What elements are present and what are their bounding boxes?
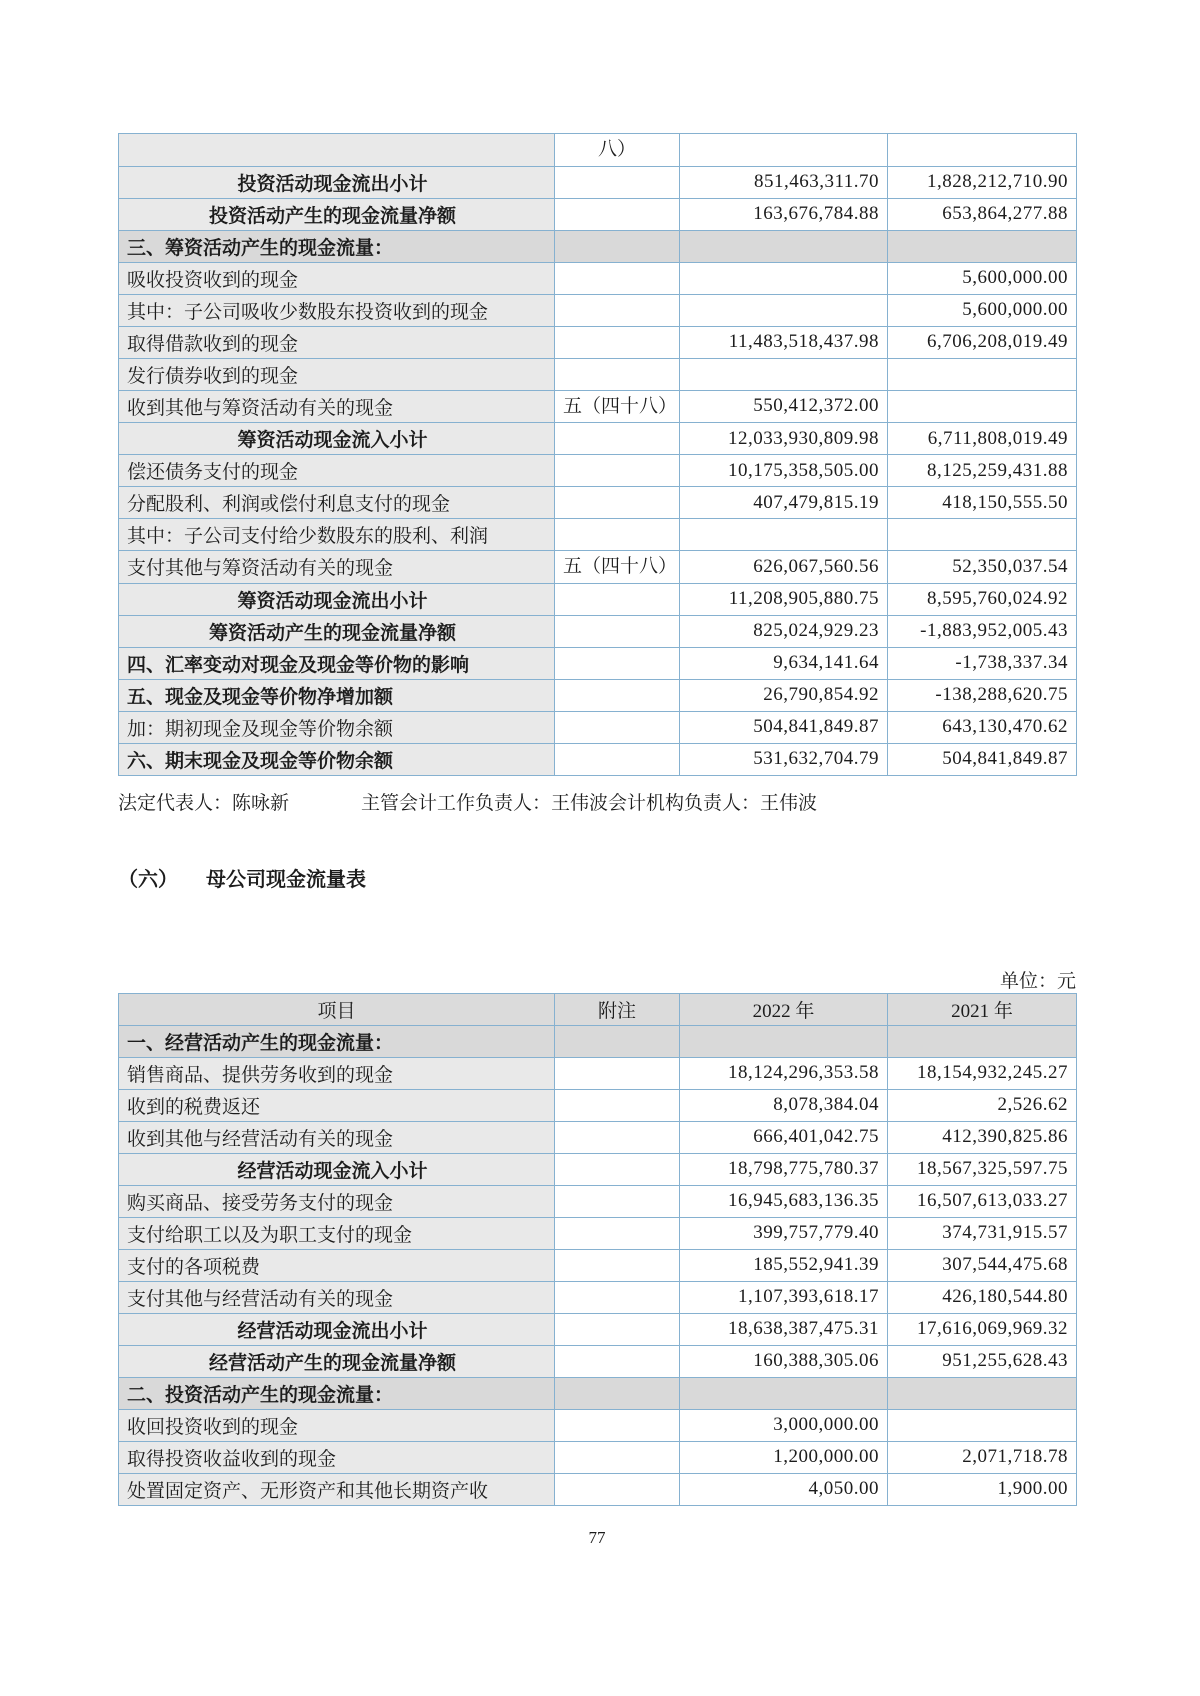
table-row (119, 551, 1077, 584)
report-page (118, 0, 1076, 1548)
value-2021-cell (888, 134, 1077, 167)
table-row (119, 1377, 1077, 1409)
note-cell (555, 262, 680, 294)
value-2022-cell: 504,841,849.87 (680, 711, 888, 743)
value-2021-cell: 2,526.62 (888, 1089, 1077, 1121)
item-label-cell: 支付其他与筹资活动有关的现金 (119, 551, 555, 584)
item-label-cell: 二、投资活动产生的现金流量： (119, 1377, 555, 1409)
item-label-cell: 吸收投资收到的现金 (119, 262, 555, 294)
note-cell (555, 423, 680, 455)
note-cell (555, 615, 680, 647)
value-2022-cell: 399,757,779.40 (680, 1217, 888, 1249)
value-2022-cell: 1,200,000.00 (680, 1441, 888, 1473)
item-label-cell: 经营活动现金流出小计 (119, 1313, 555, 1345)
note-cell (555, 1089, 680, 1121)
value-2022-cell: 825,024,929.23 (680, 615, 888, 647)
note-cell (555, 711, 680, 743)
table-row (119, 1345, 1077, 1377)
item-label-cell: 经营活动现金流入小计 (119, 1153, 555, 1185)
item-label-cell: 经营活动产生的现金流量净额 (119, 1345, 555, 1377)
value-2021-cell: 6,706,208,019.49 (888, 326, 1077, 358)
note-cell (555, 166, 680, 198)
value-2021-cell (888, 1377, 1077, 1409)
value-2021-cell: 643,130,470.62 (888, 711, 1077, 743)
note-cell (555, 358, 680, 390)
table-row (119, 647, 1077, 679)
value-2021-cell (888, 1025, 1077, 1057)
table-row (119, 262, 1077, 294)
table-row (119, 423, 1077, 455)
value-2021-cell: 1,900.00 (888, 1473, 1077, 1505)
value-2022-cell: 185,552,941.39 (680, 1249, 888, 1281)
value-2021-cell: 374,731,915.57 (888, 1217, 1077, 1249)
table-row (119, 583, 1077, 615)
value-2022-cell: 11,208,905,880.75 (680, 583, 888, 615)
item-label-cell: 支付给职工以及为职工支付的现金 (119, 1217, 555, 1249)
value-2021-cell: 307,544,475.68 (888, 1249, 1077, 1281)
item-label-cell: 购买商品、接受劳务支付的现金 (119, 1185, 555, 1217)
value-2022-cell: 12,033,930,809.98 (680, 423, 888, 455)
note-cell (555, 1473, 680, 1505)
table-header-row (119, 993, 1077, 1025)
unit-label: 单位：元 (999, 970, 1076, 992)
value-2022-cell (680, 358, 888, 390)
note-cell (555, 1153, 680, 1185)
column-header: 2022 年 (680, 993, 888, 1025)
value-2022-cell: 666,401,042.75 (680, 1121, 888, 1153)
table-row (119, 487, 1077, 519)
item-label-cell: 筹资活动现金流入小计 (119, 423, 555, 455)
column-header: 2021 年 (888, 993, 1077, 1025)
value-2022-cell: 160,388,305.06 (680, 1345, 888, 1377)
note-cell (555, 1409, 680, 1441)
table-row (119, 1025, 1077, 1057)
note-cell (555, 294, 680, 326)
note-cell (555, 198, 680, 230)
value-2021-cell: 5,600,000.00 (888, 294, 1077, 326)
table-row (119, 1185, 1077, 1217)
item-label-cell: 筹资活动现金流出小计 (119, 583, 555, 615)
table-row (119, 390, 1077, 423)
item-label-cell: 五、现金及现金等价物净增加额 (119, 679, 555, 711)
item-label-cell: 取得投资收益收到的现金 (119, 1441, 555, 1473)
table-row (119, 326, 1077, 358)
note-cell (555, 1441, 680, 1473)
consolidated-cash-flow-table (118, 133, 1077, 776)
section-heading (118, 863, 1076, 892)
note-cell (555, 583, 680, 615)
signature-line (118, 788, 1076, 815)
section-index: （六） (118, 868, 178, 891)
value-2022-cell (680, 519, 888, 551)
item-label-cell: 收到的税费返还 (119, 1089, 555, 1121)
note-cell (555, 1281, 680, 1313)
item-label-cell: 三、筹资活动产生的现金流量： (119, 230, 555, 262)
value-2021-cell: -1,883,952,005.43 (888, 615, 1077, 647)
item-label-cell: 支付的各项税费 (119, 1249, 555, 1281)
note-cell (555, 679, 680, 711)
note-cell (555, 1057, 680, 1089)
note-cell (555, 743, 680, 775)
value-2022-cell (680, 1377, 888, 1409)
value-2022-cell: 550,412,372.00 (680, 390, 888, 423)
value-2022-cell: 18,638,387,475.31 (680, 1313, 888, 1345)
table-row (119, 1473, 1077, 1505)
column-header: 项目 (119, 993, 555, 1025)
value-2022-cell (680, 134, 888, 167)
note-cell: 五（四十八） (555, 390, 680, 423)
section-title: 母公司现金流量表 (206, 868, 366, 891)
value-2022-cell: 851,463,311.70 (680, 166, 888, 198)
value-2022-cell (680, 1025, 888, 1057)
item-label-cell (119, 134, 555, 167)
value-2022-cell (680, 230, 888, 262)
item-label-cell: 其中：子公司支付给少数股东的股利、利润 (119, 519, 555, 551)
table-row (119, 1057, 1077, 1089)
note-cell (555, 519, 680, 551)
value-2021-cell: 426,180,544.80 (888, 1281, 1077, 1313)
value-2022-cell: 9,634,141.64 (680, 647, 888, 679)
table-row (119, 230, 1077, 262)
item-label-cell: 投资活动现金流出小计 (119, 166, 555, 198)
accounting-org-head: 会计机构负责人：王伟波 (608, 792, 818, 814)
note-cell (555, 1217, 680, 1249)
note-cell: 五（四十八） (555, 551, 680, 584)
table-row (119, 358, 1077, 390)
item-label-cell: 分配股利、利润或偿付利息支付的现金 (119, 487, 555, 519)
table-row (119, 1217, 1077, 1249)
table-row (119, 519, 1077, 551)
page-number: 77 (588, 1527, 606, 1547)
table-row (119, 1121, 1077, 1153)
item-label-cell: 加：期初现金及现金等价物余额 (119, 711, 555, 743)
legal-representative: 法定代表人：陈咏新 (118, 792, 290, 814)
value-2022-cell: 10,175,358,505.00 (680, 455, 888, 487)
value-2022-cell (680, 262, 888, 294)
parent-company-cash-flow-table (118, 993, 1077, 1506)
column-header: 附注 (555, 993, 680, 1025)
value-2021-cell: 8,595,760,024.92 (888, 583, 1077, 615)
value-2021-cell: 17,616,069,969.32 (888, 1313, 1077, 1345)
table-row (119, 615, 1077, 647)
note-cell (555, 1377, 680, 1409)
value-2022-cell: 16,945,683,136.35 (680, 1185, 888, 1217)
value-2022-cell: 3,000,000.00 (680, 1409, 888, 1441)
item-label-cell: 其中：子公司吸收少数股东投资收到的现金 (119, 294, 555, 326)
table-row (119, 1281, 1077, 1313)
value-2021-cell: 412,390,825.86 (888, 1121, 1077, 1153)
table-row (119, 455, 1077, 487)
value-2022-cell: 4,050.00 (680, 1473, 888, 1505)
note-cell: 八） (555, 134, 680, 167)
table-row (119, 198, 1077, 230)
note-cell (555, 1249, 680, 1281)
value-2022-cell: 18,798,775,780.37 (680, 1153, 888, 1185)
value-2021-cell (888, 1409, 1077, 1441)
note-cell (555, 487, 680, 519)
value-2022-cell: 531,632,704.79 (680, 743, 888, 775)
value-2022-cell: 163,676,784.88 (680, 198, 888, 230)
value-2022-cell: 626,067,560.56 (680, 551, 888, 584)
value-2021-cell: 418,150,555.50 (888, 487, 1077, 519)
value-2021-cell (888, 358, 1077, 390)
value-2021-cell: 1,828,212,710.90 (888, 166, 1077, 198)
note-cell (555, 1121, 680, 1153)
item-label-cell: 发行债券收到的现金 (119, 358, 555, 390)
note-cell (555, 647, 680, 679)
table-row (119, 294, 1077, 326)
value-2021-cell: 5,600,000.00 (888, 262, 1077, 294)
accounting-head: 主管会计工作负责人：王伟波 (361, 792, 609, 814)
value-2022-cell: 11,483,518,437.98 (680, 326, 888, 358)
note-cell (555, 1345, 680, 1377)
item-label-cell: 四、汇率变动对现金及现金等价物的影响 (119, 647, 555, 679)
table-row (119, 711, 1077, 743)
value-2021-cell: 52,350,037.54 (888, 551, 1077, 584)
value-2021-cell: -1,738,337.34 (888, 647, 1077, 679)
value-2021-cell: -138,288,620.75 (888, 679, 1077, 711)
item-label-cell: 支付其他与经营活动有关的现金 (119, 1281, 555, 1313)
value-2021-cell (888, 519, 1077, 551)
item-label-cell: 处置固定资产、无形资产和其他长期资产收 (119, 1473, 555, 1505)
value-2021-cell: 18,567,325,597.75 (888, 1153, 1077, 1185)
note-cell (555, 1313, 680, 1345)
value-2021-cell: 951,255,628.43 (888, 1345, 1077, 1377)
table-row (119, 1441, 1077, 1473)
table-row (119, 1409, 1077, 1441)
item-label-cell: 六、期末现金及现金等价物余额 (119, 743, 555, 775)
table-row (119, 743, 1077, 775)
item-label-cell: 收到其他与经营活动有关的现金 (119, 1121, 555, 1153)
value-2022-cell (680, 294, 888, 326)
value-2021-cell: 504,841,849.87 (888, 743, 1077, 775)
value-2022-cell: 1,107,393,618.17 (680, 1281, 888, 1313)
value-2022-cell: 18,124,296,353.58 (680, 1057, 888, 1089)
table-row (119, 1153, 1077, 1185)
note-cell (555, 455, 680, 487)
item-label-cell: 一、经营活动产生的现金流量： (119, 1025, 555, 1057)
note-cell (555, 230, 680, 262)
value-2021-cell (888, 230, 1077, 262)
item-label-cell: 偿还债务支付的现金 (119, 455, 555, 487)
item-label-cell: 销售商品、提供劳务收到的现金 (119, 1057, 555, 1089)
value-2021-cell: 18,154,932,245.27 (888, 1057, 1077, 1089)
table-row (119, 1313, 1077, 1345)
item-label-cell: 收到其他与筹资活动有关的现金 (119, 390, 555, 423)
table-row (119, 679, 1077, 711)
value-2021-cell: 6,711,808,019.49 (888, 423, 1077, 455)
table-row (119, 134, 1077, 167)
note-cell (555, 326, 680, 358)
value-2021-cell: 2,071,718.78 (888, 1441, 1077, 1473)
note-cell (555, 1025, 680, 1057)
item-label-cell: 取得借款收到的现金 (119, 326, 555, 358)
table-row (119, 1089, 1077, 1121)
item-label-cell: 投资活动产生的现金流量净额 (119, 198, 555, 230)
value-2022-cell: 8,078,384.04 (680, 1089, 888, 1121)
table-row (119, 166, 1077, 198)
value-2022-cell: 26,790,854.92 (680, 679, 888, 711)
note-cell (555, 1185, 680, 1217)
item-label-cell: 收回投资收到的现金 (119, 1409, 555, 1441)
value-2021-cell: 8,125,259,431.88 (888, 455, 1077, 487)
value-2021-cell: 16,507,613,033.27 (888, 1185, 1077, 1217)
item-label-cell: 筹资活动产生的现金流量净额 (119, 615, 555, 647)
value-2021-cell (888, 390, 1077, 423)
value-2022-cell: 407,479,815.19 (680, 487, 888, 519)
table-row (119, 1249, 1077, 1281)
value-2021-cell: 653,864,277.88 (888, 198, 1077, 230)
